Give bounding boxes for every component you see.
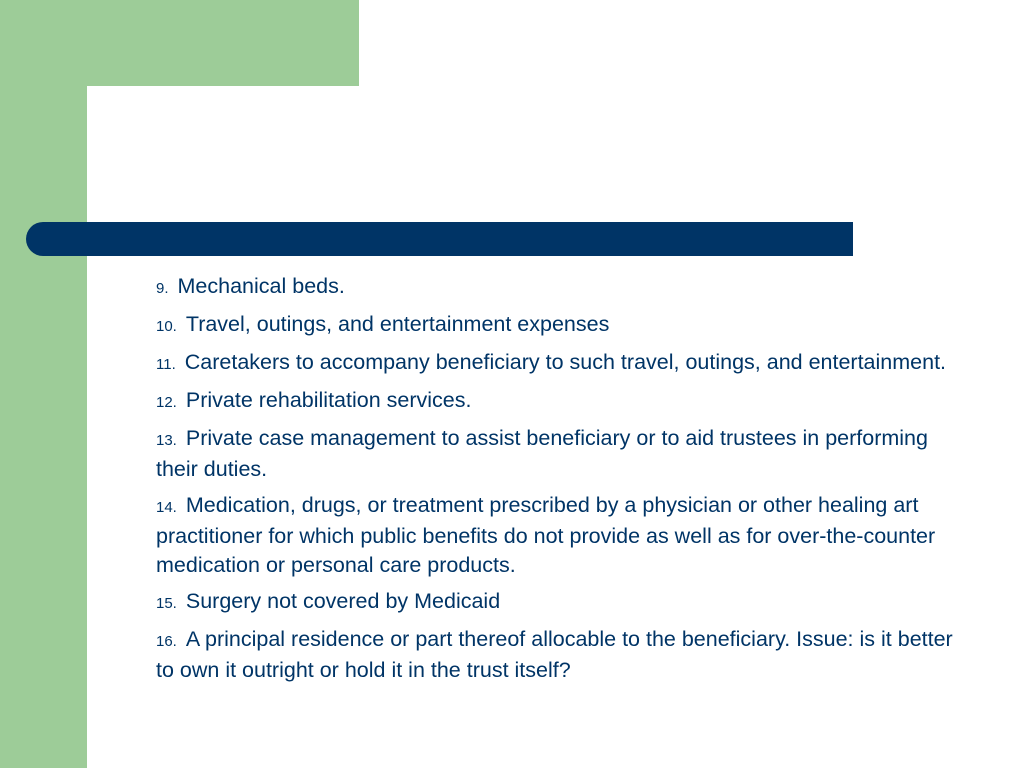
list-item [156,272,956,303]
item-number: 16. [156,633,177,650]
item-number: 15. [156,595,177,612]
list-item [156,386,956,417]
item-text: Private rehabilitation services. [185,388,472,412]
list-item [156,491,956,580]
item-text: Caretakers to accompany beneficiary to such travel, outings, and entertainment. [184,350,947,374]
item-number: 9. [156,280,169,297]
top-accent-block [0,0,359,86]
list-item [156,625,956,685]
left-accent-bar [0,0,87,768]
item-text: Surgery not covered by Medicaid [185,589,501,613]
list-item [156,424,956,484]
item-text: Private case management to assist beneficiary or to aid trustees in performing their duties. [156,426,928,481]
item-number: 13. [156,432,177,449]
item-text: Mechanical beds. [177,274,345,298]
item-number: 11. [156,356,176,373]
list-item [156,348,956,379]
rounded-corner [87,86,167,166]
title-bar [26,222,853,256]
item-text: A principal residence or part thereof allocable to the beneficiary. Issue: is it better to own it outright or hold it in the trust itself? [156,627,953,682]
item-text: Travel, outings, and entertainment expenses [185,312,610,336]
item-number: 14. [156,499,177,516]
item-number: 10. [156,318,177,335]
list-item [156,587,956,618]
item-text: Medication, drugs, or treatment prescribed by a physician or other healing art practitioner for which public benefits do not provide as well as for over-the-counter medication or personal care products. [156,493,936,577]
item-number: 12. [156,394,177,411]
numbered-list [156,272,956,692]
list-item [156,310,956,341]
